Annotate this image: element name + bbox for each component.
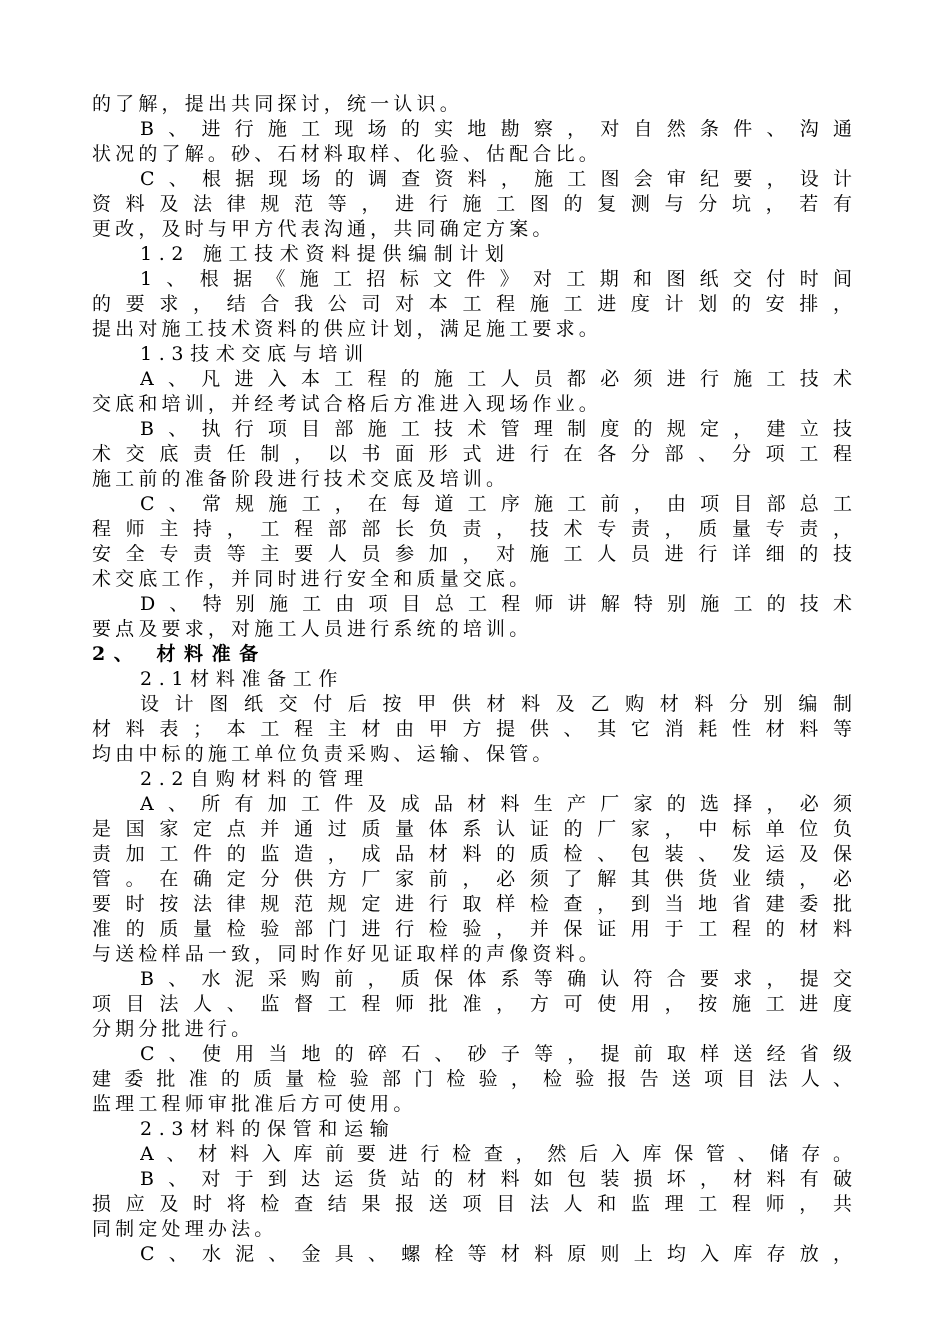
text-line: A、材料入库前要进行检查，然后入库保管、储存。 <box>140 1143 852 1165</box>
text-line: 要点及要求，对施工人员进行系统的培训。 <box>92 618 533 640</box>
text-line: 术交底责任制，以书面形式进行在各分部、分项工程 <box>92 443 852 465</box>
text-line: 的要求，结合我公司对本工程施工进度计划的安排， <box>92 293 852 315</box>
text-line: 施工前的准备阶段进行技术交底及培训。 <box>92 468 510 490</box>
text-line: 要时按法律规范规定进行取样检查，到当地省建委批 <box>92 893 852 915</box>
text-line: 同制定处理办法。 <box>92 1218 278 1240</box>
text-line: A、凡进入本工程的施工人员都必须进行施工技术 <box>140 368 852 390</box>
text-line: 是国家定点并通过质量体系认证的厂家，中标单位负 <box>92 818 852 840</box>
text-line: 材料表；本工程主材由甲方提供、其它消耗性材料等 <box>92 718 852 740</box>
text-line: 与送检样品一致，同时作好见证取样的声像资料。 <box>92 943 602 965</box>
section-heading: 2.3材料的保管和运输 <box>140 1118 396 1140</box>
text-line: 设计图纸交付后按甲供材料及乙购材料分别编制 <box>140 693 852 715</box>
section-heading: 1.3技术交底与培训 <box>140 343 370 365</box>
text-line: D、特别施工由项目总工程师讲解特别施工的技术 <box>140 593 852 615</box>
text-line: 程师主持，工程部部长负责，技术专责，质量专责， <box>92 518 852 540</box>
text-line: 责加工件的监造，成品材料的质检、包装、发运及保 <box>92 843 852 865</box>
text-line: B、水泥采购前，质保体系等确认符合要求，提交 <box>140 968 852 990</box>
text-line: 分期分批进行。 <box>92 1018 255 1040</box>
text-line: 管。在确定分供方厂家前，必须了解其供货业绩，必 <box>92 868 852 890</box>
text-line: 1、根据《施工招标文件》对工期和图纸交付时间 <box>140 268 852 290</box>
text-line: C、常规施工，在每道工序施工前，由项目部总工 <box>140 493 852 515</box>
text-line: 项目法人、监督工程师批准，方可使用，按施工进度 <box>92 993 852 1015</box>
text-line: B、执行项目部施工技术管理制度的规定，建立技 <box>140 418 852 440</box>
text-line: 建委批准的质量检验部门检验，检验报告送项目法人、 <box>92 1068 852 1090</box>
text-line: A、所有加工件及成品材料生产厂家的选择，必须 <box>140 793 852 815</box>
text-line: C、使用当地的碎石、砂子等，提前取样送经省级 <box>140 1043 852 1065</box>
text-line: 的了解，提出共同探讨，统一认识。 <box>92 93 463 115</box>
text-line: 提出对施工技术资料的供应计划，满足施工要求。 <box>92 318 602 340</box>
text-line: 准的质量检验部门进行检验，并保证用于工程的材料 <box>92 918 852 940</box>
text-line: 术交底工作，并同时进行安全和质量交底。 <box>92 568 533 590</box>
text-line: C、根据现场的调查资料，施工图会审纪要，设计 <box>140 168 852 190</box>
section-heading: 2.1材料准备工作 <box>140 668 345 690</box>
text-line: 监理工程师审批准后方可使用。 <box>92 1093 417 1115</box>
text-line: 安全专责等主要人员参加，对施工人员进行详细的技 <box>92 543 852 565</box>
text-line: 状况的了解。砂、石材料取样、化验、估配合比。 <box>92 143 602 165</box>
text-line: B、进行施工现场的实地勘察，对自然条件、沟通 <box>140 118 852 140</box>
section-heading: 2.2自购材料的管理 <box>140 768 370 790</box>
text-line: 均由中标的施工单位负责采购、运输、保管。 <box>92 743 556 765</box>
text-line: 交底和培训，并经考试合格后方准进入现场作业。 <box>92 393 602 415</box>
text-line: C、水泥、金具、螺栓等材料原则上均入库存放， <box>140 1243 852 1265</box>
section-heading: 1.2 施工技术资料提供编制计划 <box>140 243 511 265</box>
text-line: B、对于到达运货站的材料如包装损坏，材料有破 <box>140 1168 852 1190</box>
text-line: 资料及法律规范等，进行施工图的复测与分坑，若有 <box>92 193 852 215</box>
text-line: 损应及时将检查结果报送项目法人和监理工程师，共 <box>92 1193 852 1215</box>
chapter-heading: 2、 材料准备 <box>92 643 267 665</box>
text-line: 更改，及时与甲方代表沟通，共同确定方案。 <box>92 218 556 240</box>
